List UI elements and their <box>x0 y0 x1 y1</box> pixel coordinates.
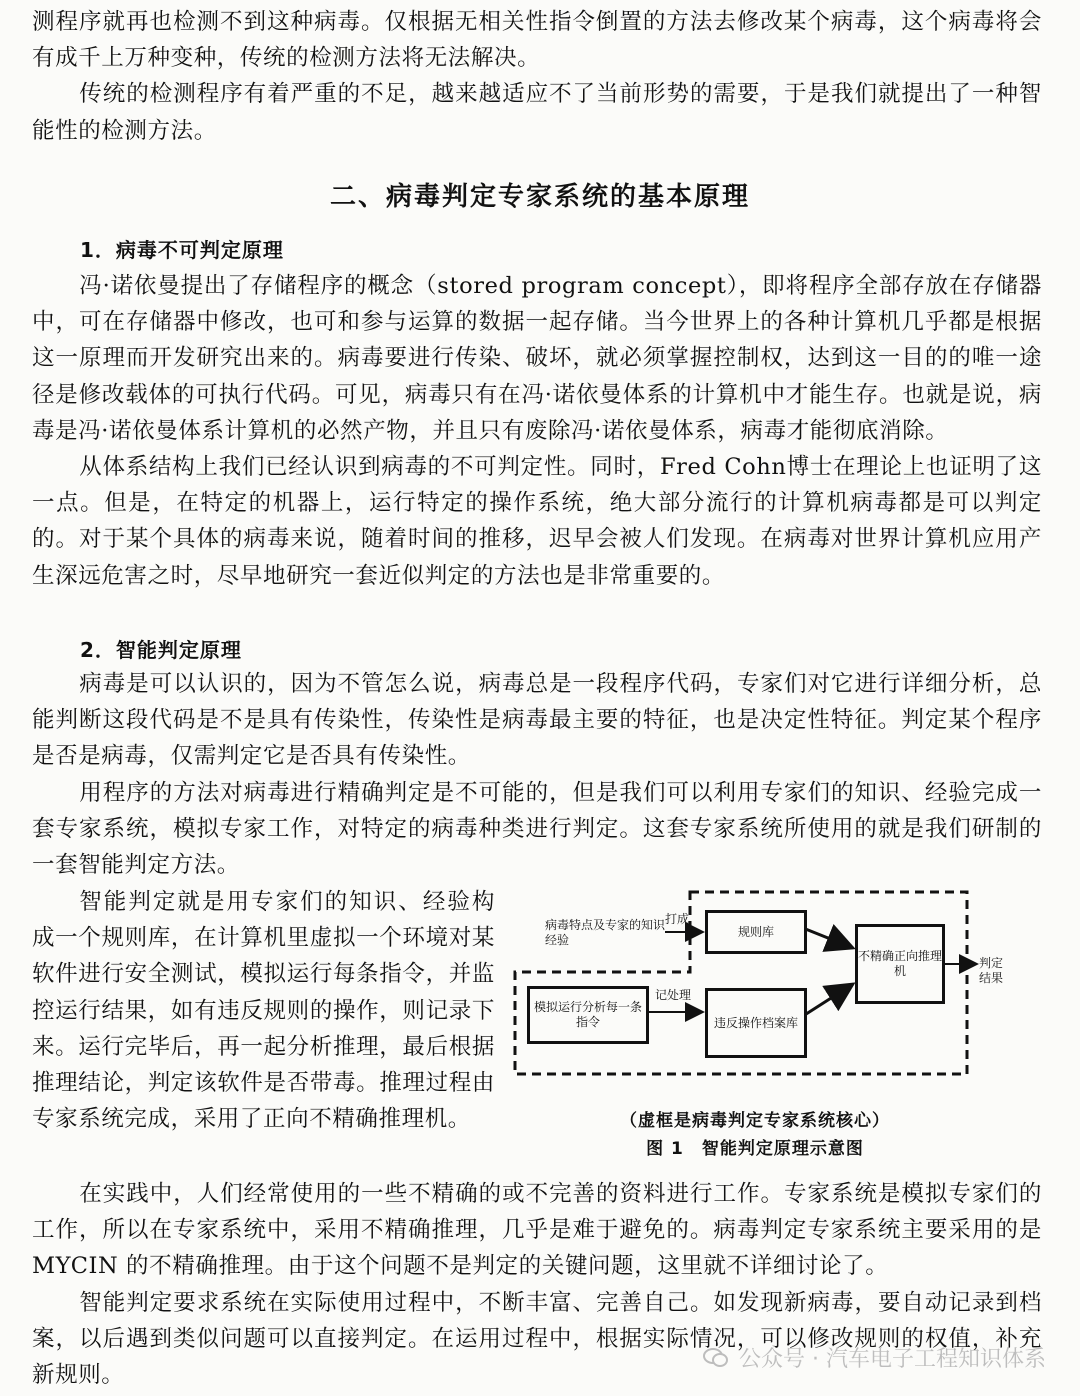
paragraph: 测程序就再也检测不到这种病毒。仅根据无相关性指令倒置的方法去修改某个病毒，这个病毒将会有成千上万种变种，传统的检测方法将无法解决。 <box>32 9 1042 72</box>
inference-box: 不精确正向推理机 <box>855 924 945 1004</box>
watermark-text: 公众号 · 汽车电子工程知识体系 <box>739 1347 1046 1372</box>
violation-box: 违反操作档案库 <box>705 988 807 1058</box>
paragraph: 病毒是可以认识的，因为不管怎么说，病毒总是一段程序代码，专家们对它进行详细分析，总能判断这段代码是不是具有传染性，传染性是病毒最主要的特征，也是决定性特征。判定某个程序是否是病毒，仅需判定它是否具有传染性。 <box>32 671 1042 770</box>
wechat-icon <box>703 1347 729 1369</box>
top-paragraphs <box>0 4 1080 149</box>
paragraph: 智能判定要求系统在实际使用过程中，不断丰富、完善自己。如发现新病毒，要自动记录到档案，以后遇到类似问题可以直接判定。在运用过程中，根据实际情况，可以修改规则的权值，补充新规则。 <box>32 1289 1042 1389</box>
simulate-box: 模拟运行分析每一条指令 <box>527 986 649 1044</box>
subsection-title-1: 1．病毒不可判定原理 <box>80 238 284 262</box>
section-title: 二、病毒判定专家系统的基本原理 <box>329 182 750 212</box>
arrow-rules-to-inference <box>803 928 853 948</box>
subsection-title-2: 2．智能判定原理 <box>80 638 242 662</box>
paragraph: 智能判定就是用专家们的知识、经验构成一个规则库，在计算机里虚拟一个环境对某软件进行安全测试，模拟运行每条指令，并监控运行结果，如有违反规则的操作，则记录下来。运行完毕后，再一起分析推理，最后根据推理结论，判定该软件是否带毒。推理过程由专家系统完成，采用了正向不精确推理机。 <box>32 889 495 1133</box>
left-column-text <box>0 884 495 1137</box>
subsection-1-body <box>0 268 1080 594</box>
paragraph: 传统的检测程序有着严重的不足，越来越适应不了当前形势的需要，于是我们就提出了一种智能性的检测方法。 <box>32 81 1042 144</box>
record-label: 记处理 <box>655 988 692 1002</box>
subsection-2-body <box>0 666 1080 883</box>
paragraph: 从体系结构上我们已经认识到病毒的不可判定性。同时，Fred Cohn博士在理论上也证明了这一点。但是，在特定的机器上，运行特定的操作系统，绝大部分流行的计算机病毒都是可以判定的。对于某个具体的病毒来说，随着时间的推移，迟早会被人们发现。在病毒对世界计算机应用产生深远危害之时，尽早地研究一套近似判定的方法也是非常重要的。 <box>32 454 1042 589</box>
result-label: 判定结果 <box>979 956 1004 985</box>
rules-box: 规则库 <box>705 910 807 954</box>
arrow-violation-to-inference <box>803 984 853 1016</box>
watermark <box>703 1342 1046 1373</box>
figure-note: （虚框是病毒判定专家系统核心） <box>620 1111 890 1131</box>
paragraph: 用程序的方法对病毒进行精确判定是不可能的，但是我们可以利用专家们的知识、经验完成一套专家系统，模拟专家工作，对特定的病毒种类进行判定。这套专家系统所使用的就是我们研制的一套智能判定方法。 <box>32 779 1042 879</box>
figure-caption: 图 1 智能判定原理示意图 <box>646 1139 864 1159</box>
write-label: 打成 <box>665 912 690 926</box>
figure-diagram <box>505 880 1005 1170</box>
knowledge-label: 病毒特点及专家的知识经验 <box>545 918 666 947</box>
paragraph: 冯·诺依曼提出了存储程序的概念（stored program concept），即将程序全部存放在存储器中，可在存储器中修改，也可和参与运算的数据一起存储。当今世界上的各种计算机几乎都是根据这一原理而开发研究出来的。病毒要进行传染、破坏，就必须掌握控制权，达到这一目的的唯一途径是修改载体的可执行代码。可见，病毒只有在冯·诺依曼体系的计算机中才能生存。也就是说，病毒是冯·诺依曼体系计算机的必然产物，并且只有废除冯·诺依曼体系，病毒才能彻底消除。 <box>32 273 1042 444</box>
paragraph: 在实践中，人们经常使用的一些不精确的或不完善的资料进行工作。专家系统是模拟专家们的工作，所以在专家系统中，采用不精确推理，几乎是难于避免的。病毒判定专家系统主要采用的是MYCIN 的不精确推理。由于这个问题不是判定的关键问题，这里就不详细讨论了。 <box>32 1181 1042 1280</box>
